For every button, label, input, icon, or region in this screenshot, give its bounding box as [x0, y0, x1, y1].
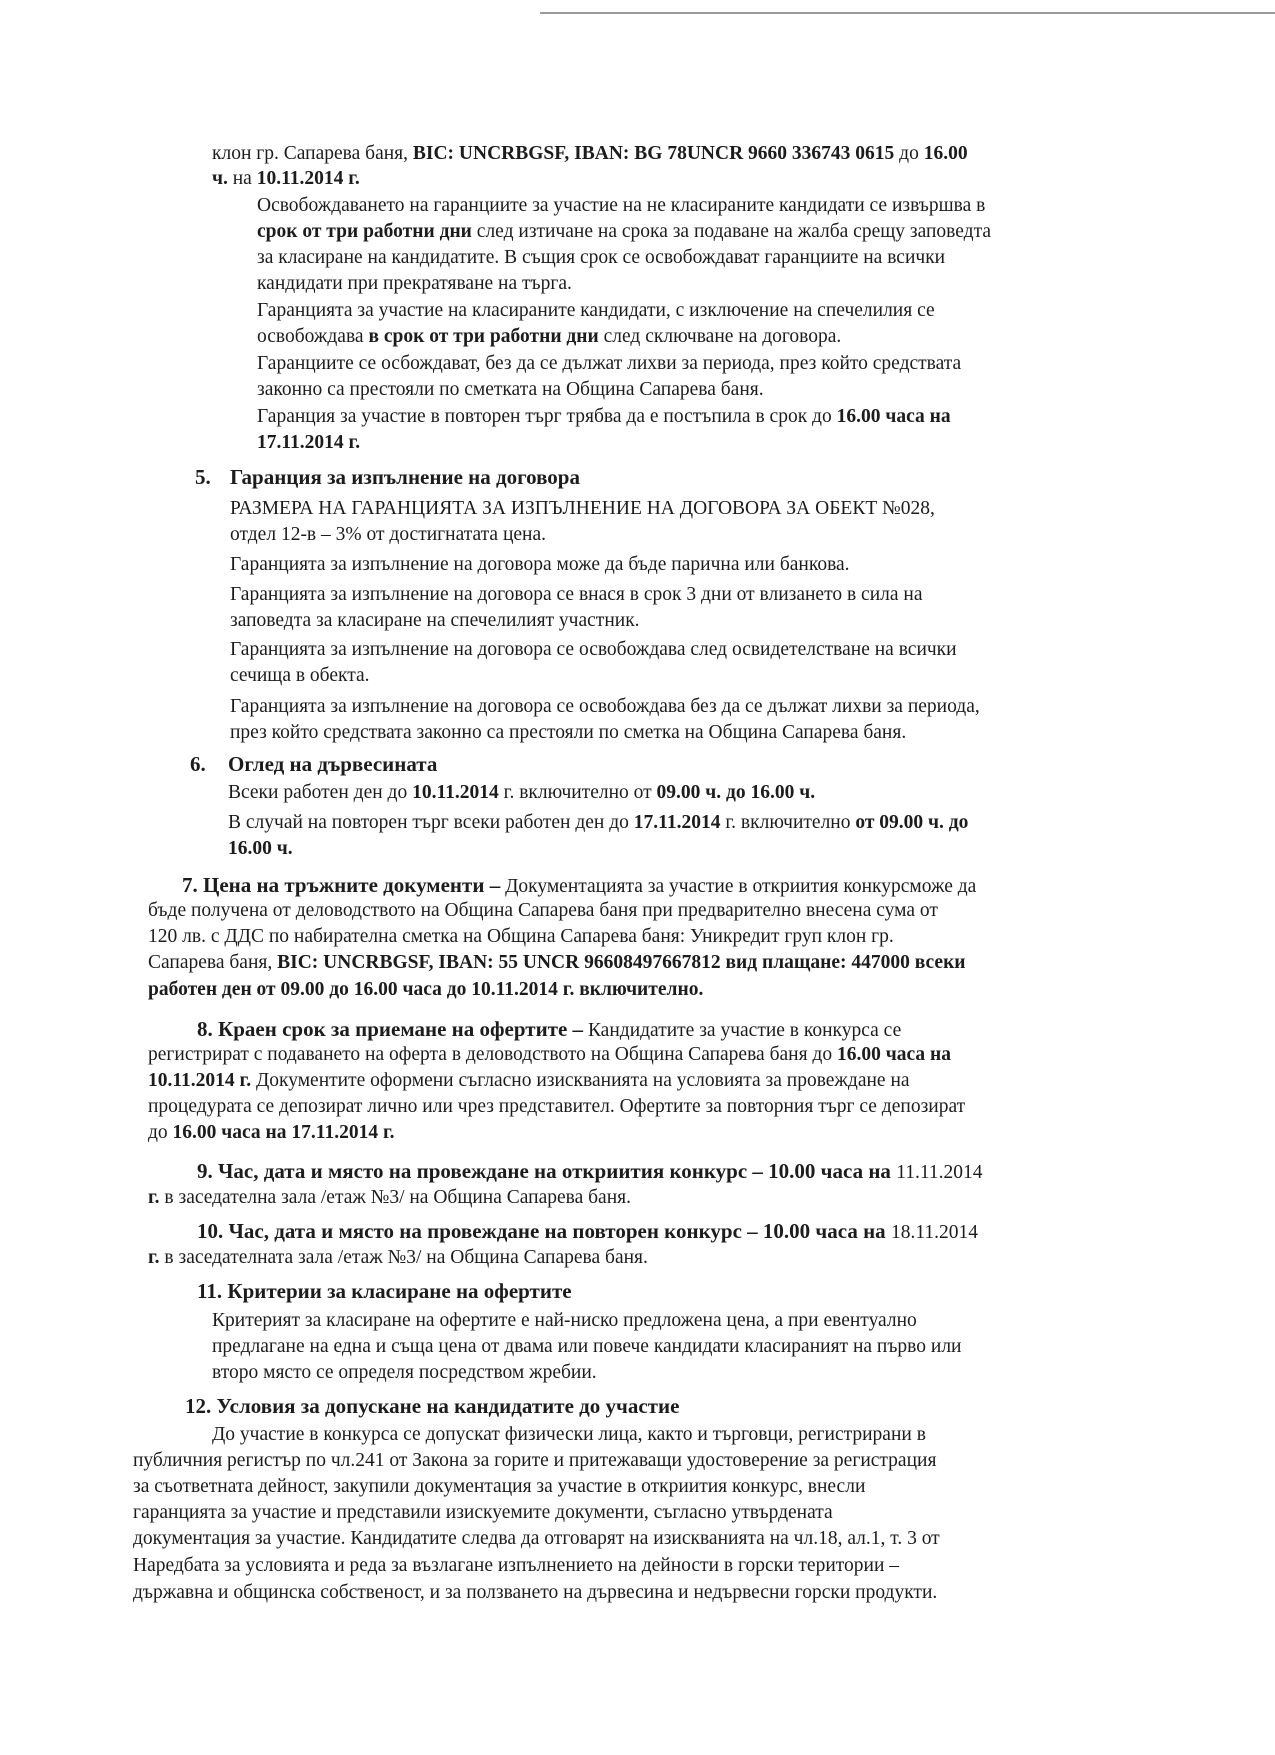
section-7-line-1: 7. Цена на тръжните документи – Документацията за участие в откриития конкурсможе да	[182, 873, 977, 897]
release-line-7: Гаранциите се осбождават, без да се дължат лихви за периода, през който средствата	[257, 353, 962, 374]
release-line-2: срок от три работни дни след изтичане на срока за подаване на жалба срещу заповедта	[257, 221, 991, 242]
section-12-line-2: публичния регистър по чл.241 от Закона за горите и притежаващи удостоверение за регистрация	[133, 1450, 937, 1471]
release-line-8: законно са престояли по сметката на Община Сапарева баня.	[257, 379, 764, 400]
section-5-line-8: Гаранцията за изпълнение на договора се освобождава без да се дължат лихви за периода,	[230, 696, 980, 717]
section-7-line-4: Сапарева баня, BIC: UNCRBGSF, IBAN: 55 UNCR 96608497667812 вид плащане: 447000 всеки	[148, 952, 966, 973]
release-line-3: за класиране на кандидатите. В същия срок се освобождават гаранциите на всички	[257, 247, 946, 268]
section-5-line-6: Гаранцията за изпълнение на договора се освобождава след освидетелстване на всички	[230, 639, 957, 660]
section-6-line-1: Всеки работен ден до 10.11.2014 г. включително от 09.00 ч. до 16.00 ч.	[228, 782, 816, 803]
section-5-title: Гаранция за изпълнение на договора	[230, 465, 580, 489]
section-11-line-1: Критерият за класиране на офертите е най-ниско предложена цена, а при евентуално	[212, 1310, 917, 1331]
section-5-line-1: РАЗМЕРА НА ГАРАНЦИЯТА ЗА ИЗПЪЛНЕНИЕ НА ДОГОВОРА ЗА ОБЕКТ №028,	[230, 498, 935, 519]
section-7-line-3: 120 лв. с ДДС по набирателна сметка на Община Сапарева баня: Уникредит груп клон гр.	[148, 926, 894, 947]
section-8-line-4: процедурата се депозират лично или чрез представител. Офертите за повторния търг се депозират	[148, 1096, 966, 1117]
section-5-line-7: сечища в обекта.	[230, 665, 370, 686]
section-5-line-3: Гаранцията за изпълнение на договора може да бъде парична или банкова.	[230, 554, 850, 575]
section-12-line-1: До участие в конкурса се допускат физически лица, както и търговци, регистрирани в	[212, 1424, 926, 1445]
section-8-line-3: 10.11.2014 г. Документите оформени съгласно изискванията на условията за провеждане на	[148, 1070, 910, 1091]
section-12-line-6: Наредбата за условията и реда за възлагане изпълнението на дейности в горски територии –	[133, 1555, 900, 1576]
section-9-line-1: 9. Час, дата и място на провеждане на откриития конкурс – 10.00 часа на 11.11.2014	[197, 1159, 983, 1183]
section-5-line-2: отдел 12-в – 3% от достигнатата цена.	[230, 524, 547, 545]
section-8-line-5: до 16.00 часа на 17.11.2014 г.	[148, 1122, 395, 1143]
section-5-line-9: през който средствата законно са престояли по сметка на Община Сапарева баня.	[230, 722, 907, 743]
section-9-line-2: г. в заседателна зала /етаж №3/ на Община Сапарева баня.	[148, 1187, 631, 1208]
release-line-4: кандидати при прекратяване на търга.	[257, 273, 572, 294]
section-12-line-7: държавна и общинска собственост, и за ползването на дървесина и недървесни горски продукти.	[133, 1582, 938, 1603]
section-12-line-4: гаранцията за участие и представили изискуемите документи, съгласно утвърдената	[133, 1502, 833, 1523]
section-5-number: 5.	[195, 465, 211, 489]
section-10-line-2: г. в заседателната зала /етаж №3/ на Община Сапарева баня.	[148, 1247, 648, 1268]
section-6-title: Оглед на дървесината	[228, 752, 438, 776]
section-12-line-3: за съответната дейност, закупили документация за участие в откриития конкурс, внесли	[133, 1476, 866, 1497]
section-5-line-5: заповедта за класиране на спечелилият участник.	[230, 610, 640, 631]
release-line-5: Гаранцията за участие на класираните кандидати, с изключение на спечелилия се	[257, 300, 935, 321]
release-line-9: Гаранция за участие в повторен търг трябва да е постъпила в срок до 16.00 часа на	[257, 406, 951, 427]
release-line-1: Освобождаването на гаранциите за участие на не класираните кандидати се извършва в	[257, 195, 986, 216]
release-line-6: освобождава в срок от три работни дни след сключване на договора.	[257, 326, 842, 347]
section-11-title: 11. Критерии за класиране на офертите	[197, 1279, 572, 1303]
section-5-line-4: Гаранцията за изпълнение на договора се внася в срок 3 дни от влизането в сила на	[230, 584, 923, 605]
section-7-line-5: работен ден от 09.00 до 16.00 часа до 10.11.2014 г. включително.	[148, 979, 704, 1000]
scan-edge-line	[540, 12, 1275, 14]
section-11-line-3: второ място се определя посредством жребии.	[212, 1362, 597, 1383]
section-6-number: 6.	[190, 752, 206, 776]
top-line-2: ч. на 10.11.2014 г.	[212, 168, 360, 189]
section-8-line-2: регистрират с подаването на оферта в деловодството на Община Сапарева баня до 16.00 часа на	[148, 1044, 951, 1065]
section-6-line-3: 16.00 ч.	[228, 838, 293, 859]
top-line-1: клон гр. Сапарева баня, BIC: UNCRBGSF, IBAN: BG 78UNCR 9660 336743 0615 до 16.00	[212, 143, 968, 164]
section-12-line-5: документация за участие. Кандидатите следва да отговарят на изискванията на чл.18, ал.1, т. 3 от	[133, 1528, 940, 1549]
section-8-line-1: 8. Краен срок за приемане на офертите – Кандидатите за участие в конкурса се	[197, 1017, 902, 1041]
release-line-10: 17.11.2014 г.	[257, 432, 361, 453]
section-10-line-1: 10. Час, дата и място на провеждане на повторен конкурс – 10.00 часа на 18.11.2014	[197, 1219, 978, 1243]
section-11-line-2: предлагане на една и съща цена от двама или повече кандидати класираният на първо или	[212, 1336, 962, 1357]
section-6-line-2: В случай на повторен търг всеки работен ден до 17.11.2014 г. включително от 09.00 ч. до	[228, 812, 969, 833]
section-7-line-2: бъде получена от деловодството на Община Сапарева баня при предварително внесена сума от	[148, 900, 938, 921]
section-12-title: 12. Условия за допускане на кандидатите до участие	[185, 1394, 680, 1418]
